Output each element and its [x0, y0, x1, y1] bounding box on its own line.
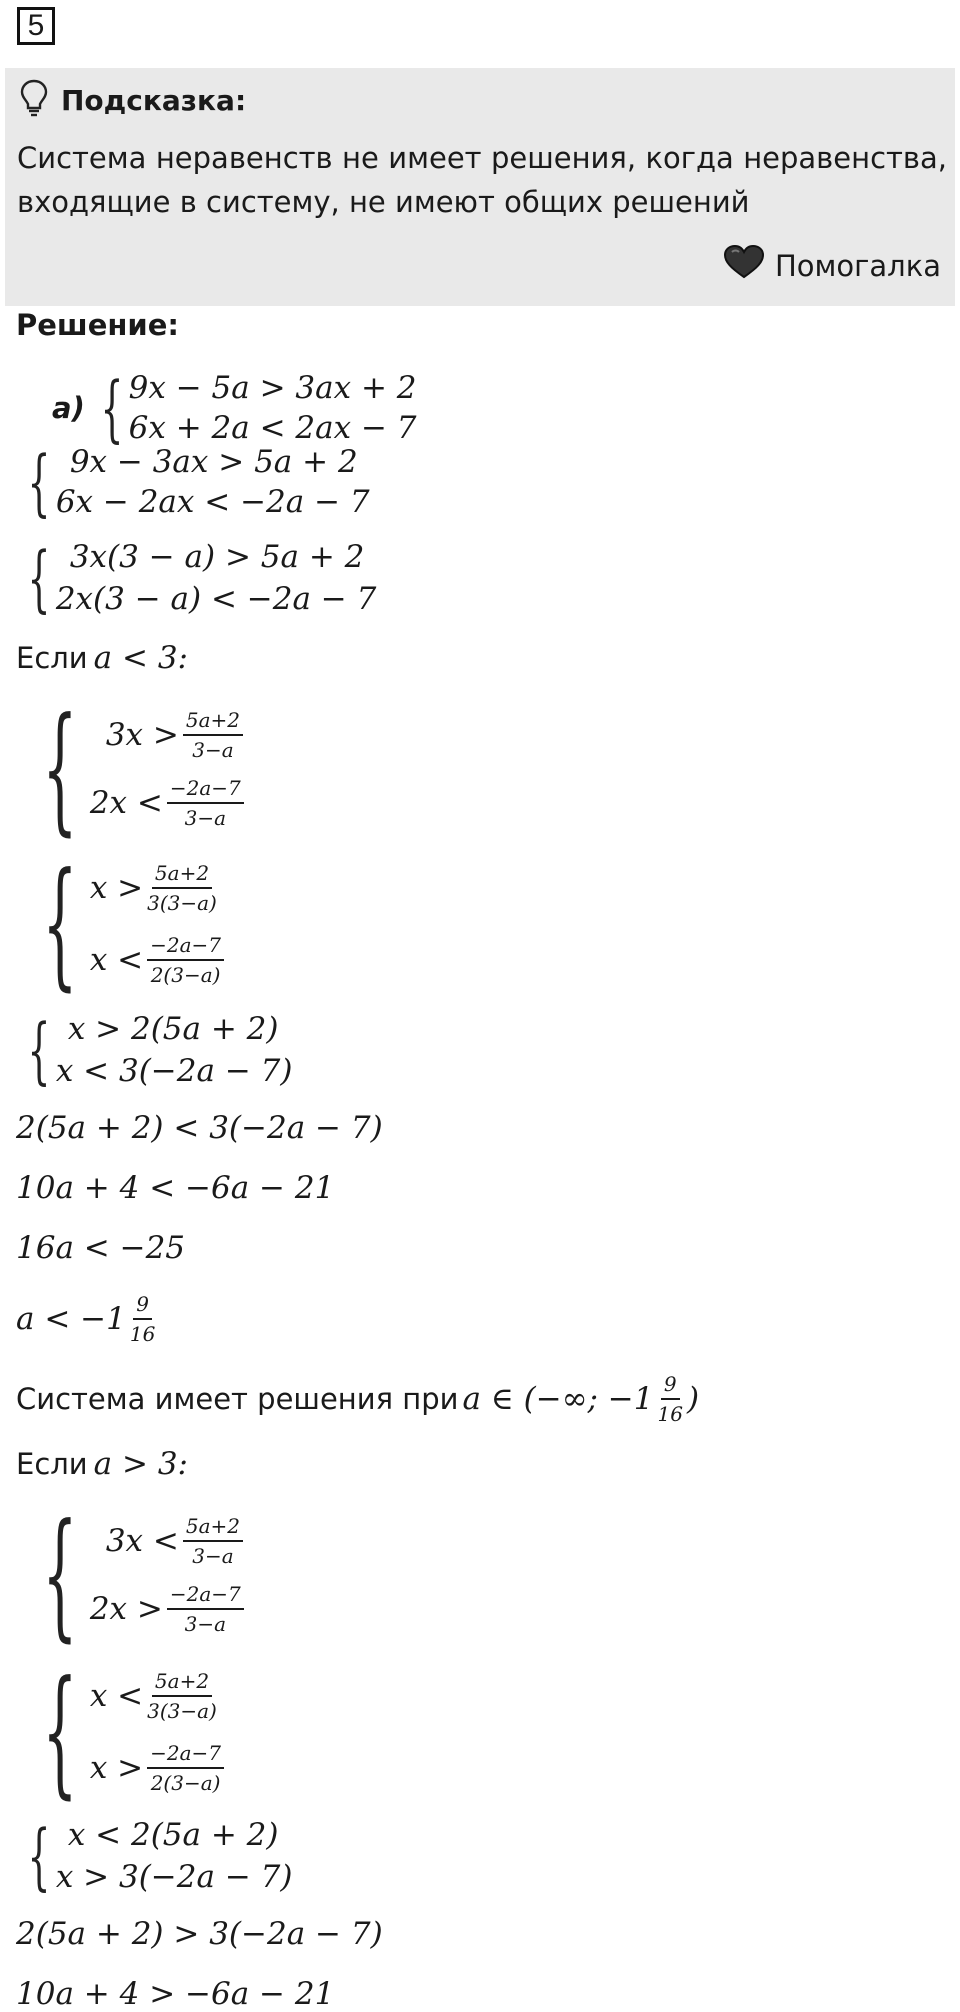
case-2-system-4 [16, 1494, 248, 1655]
hint-header [19, 78, 246, 122]
denominator: 3−a [184, 1612, 226, 1636]
numerator: 5a+2 [152, 861, 212, 889]
system-1 [52, 368, 417, 448]
case-2-system-5-line-2 [90, 1732, 228, 1804]
system-1-line-2: 6x + 2a < 2ax − 7 [128, 410, 417, 446]
case-2-system-6-line-2: x > 3(−2a − 7) [55, 1859, 293, 1895]
task-number: 5 [17, 7, 55, 45]
brand-link[interactable] [713, 244, 941, 287]
lhs: x > [89, 870, 144, 906]
lhs: x < [89, 942, 144, 978]
case-2-system-6 [16, 1814, 292, 1898]
case-2-heading [16, 1446, 188, 1482]
numerator: −2a−7 [167, 1582, 244, 1610]
case-1-system-4 [16, 688, 248, 849]
denominator: 2(3−a) [150, 1771, 221, 1795]
brace: { [42, 843, 78, 1004]
brace: { [42, 1651, 78, 1812]
numerator: −2a−7 [147, 1741, 224, 1769]
result-text: Система имеет решения при [16, 1382, 459, 1416]
lhs: 2x > [89, 1591, 163, 1627]
heart-icon [723, 244, 765, 287]
system-1-line-1: 9x − 5a > 3ax + 2 [128, 370, 417, 406]
case-1-system-4-line-2 [90, 769, 248, 837]
case-1-system-4-line-1 [90, 701, 248, 769]
case-1-heading [16, 640, 188, 676]
lhs: a < −1 [16, 1301, 126, 1337]
system-3-line-2: 2x(3 − a) < −2a − 7 [55, 581, 377, 617]
lhs: 3x > [105, 717, 179, 753]
numerator: 5a+2 [152, 1669, 212, 1697]
hint-title: Подсказка: [61, 83, 247, 117]
case-1-system-5-line-1 [90, 852, 228, 924]
lhs: 3x < [105, 1523, 179, 1559]
brace: { [100, 366, 124, 450]
denominator: 3(3−a) [147, 891, 217, 915]
system-2-line-2: 6x − 2ax < −2a − 7 [55, 484, 370, 520]
lhs: x < [89, 1678, 144, 1714]
brace: { [27, 440, 51, 524]
fraction [147, 861, 217, 915]
case-2-condition: a > 3: [93, 1446, 188, 1482]
case-1-system-6 [16, 1008, 292, 1092]
system-2 [16, 442, 370, 522]
brand-name: Помогалка [775, 248, 941, 283]
lhs: 2x < [89, 785, 163, 821]
denominator: 3−a [192, 1544, 234, 1568]
brace: { [27, 536, 51, 620]
case-1-system-5-line-2 [90, 924, 228, 996]
numerator: −2a−7 [167, 776, 244, 804]
case-1-system-6-line-2: x < 3(−2a − 7) [55, 1053, 293, 1089]
denominator: 16 [657, 1402, 683, 1426]
case-1-equation-4 [16, 1292, 159, 1346]
case-1-equation-2: 10a + 4 < −6a − 21 [16, 1170, 335, 1206]
numerator: 9 [133, 1292, 152, 1320]
solution-label: Решение: [16, 308, 180, 342]
case-2-system-4-line-1 [90, 1507, 248, 1575]
case-1-system-6-line-1: x > 2(5a + 2) [67, 1011, 279, 1047]
fraction [167, 776, 244, 830]
case-1-text: Если [16, 641, 88, 675]
case-2-system-5-line-1 [90, 1660, 228, 1732]
hint-box [5, 68, 955, 306]
denominator: 16 [129, 1322, 156, 1346]
brace: { [42, 688, 78, 849]
fraction [167, 1582, 244, 1636]
system-2-line-1: 9x − 3ax > 5a + 2 [69, 444, 358, 480]
interval-close: ) [686, 1381, 700, 1417]
part-a-label: а) [52, 391, 85, 425]
numerator: 5a+2 [183, 1514, 243, 1542]
system-3-line-1: 3x(3 − a) > 5a + 2 [69, 539, 365, 575]
denominator: 3−a [192, 738, 234, 762]
fraction [658, 1372, 683, 1426]
fraction [183, 1514, 243, 1568]
case-2-system-6-line-1: x < 2(5a + 2) [67, 1817, 279, 1853]
lhs: x > [89, 1750, 144, 1786]
fraction [130, 1292, 155, 1346]
numerator: 5a+2 [183, 708, 243, 736]
case-2-equation-1: 2(5a + 2) > 3(−2a − 7) [16, 1916, 383, 1952]
brace: { [42, 1494, 78, 1655]
system-3 [16, 536, 376, 620]
case-2-equation-2: 10a + 4 > −6a − 21 [16, 1976, 335, 2012]
fraction [147, 1741, 224, 1795]
fraction [147, 933, 224, 987]
brace: { [27, 1008, 51, 1092]
case-1-result [16, 1372, 699, 1426]
result-interval: a ∈ (−∞; −1 [462, 1381, 654, 1417]
hint-text: Система неравенств не имеет решения, когда неравенства, входящие в систему, не имеют общих решений [17, 141, 947, 219]
case-1-condition: a < 3: [93, 640, 188, 676]
fraction [183, 708, 243, 762]
case-1-system-5 [16, 843, 228, 1004]
denominator: 3−a [184, 806, 226, 830]
fraction [147, 1669, 217, 1723]
lightbulb-icon [19, 78, 49, 122]
denominator: 2(3−a) [150, 963, 221, 987]
case-1-equation-3: 16a < −25 [16, 1230, 186, 1266]
case-2-system-4-line-2 [90, 1575, 248, 1643]
numerator: 9 [661, 1372, 680, 1400]
case-2-system-5 [16, 1651, 228, 1812]
case-2-text: Если [16, 1447, 88, 1481]
case-1-equation-1: 2(5a + 2) < 3(−2a − 7) [16, 1110, 383, 1146]
denominator: 3(3−a) [147, 1699, 217, 1723]
numerator: −2a−7 [147, 933, 224, 961]
brace: { [27, 1814, 51, 1898]
